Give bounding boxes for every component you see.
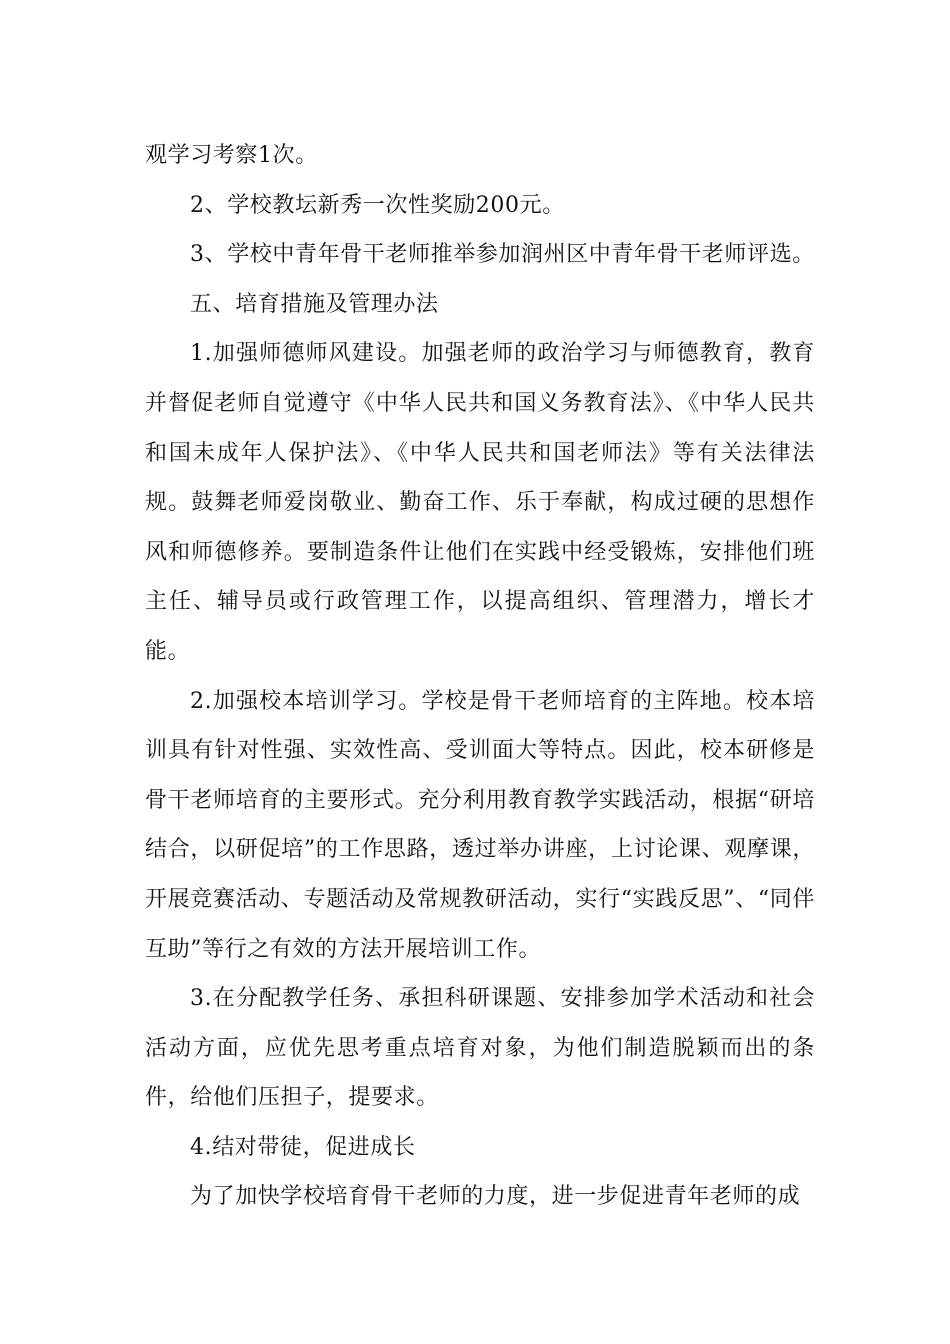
paragraph-measure-4-heading: 4.结对带徒，促进成长 <box>190 1134 416 1160</box>
section-heading-measures: 五、培育措施及管理办法 <box>190 291 439 317</box>
paragraph-continuation: 观学习考察1次。 <box>145 143 318 168</box>
paragraph-reward-item-3: 3、学校中青年骨干老师推举参加润州区中青年骨干老师评选。 <box>190 242 815 268</box>
paragraph-measure-4-body: 为了加快学校培育骨干老师的力度，进一步促进青年老师的成 <box>190 1184 801 1210</box>
paragraph-measure-2: 2.加强校本培训学习。学校是骨干老师培育的主阵地。校本培训具有针对性强、实效性高、受训面大等特点。因此，校本研修是骨干老师培育的主要形式。充分利用教育教学实践活动，根据“研培结合，以研促培”的工作思路，透过举办讲座，上讨论课、观摩课，开展竞赛活动、专题活动及常规教研活动，实行“实践反思”、“同伴互助”等行之有效的方法开展培训工作。 <box>145 688 815 962</box>
document-body <box>145 131 815 1222</box>
paragraph-reward-item-2: 2、学校教坛新秀一次性奖励200元。 <box>190 192 565 218</box>
paragraph-measure-1: 1.加强师德师风建设。加强老师的政治学习与师德教育，教育并督促老师自觉遵守《中华人民共和国义务教育法》、《中华人民共和国未成年人保护法》、《中华人民共和国老师法》等有关法律法规。鼓舞老师爱岗敬业、勤奋工作、乐于奉献，构成过硬的思想作风和师德修养。要制造条件让他们在实践中经受锻炼，安排他们班主任、辅导员或行政管理工作，以提高组织、管理潜力，增长才能。 <box>145 341 815 664</box>
paragraph-measure-3: 3.在分配教学任务、承担科研课题、安排参加学术活动和社会活动方面，应优先思考重点培育对象，为他们制造脱颖而出的条件，给他们压担子，提要求。 <box>145 986 815 1111</box>
